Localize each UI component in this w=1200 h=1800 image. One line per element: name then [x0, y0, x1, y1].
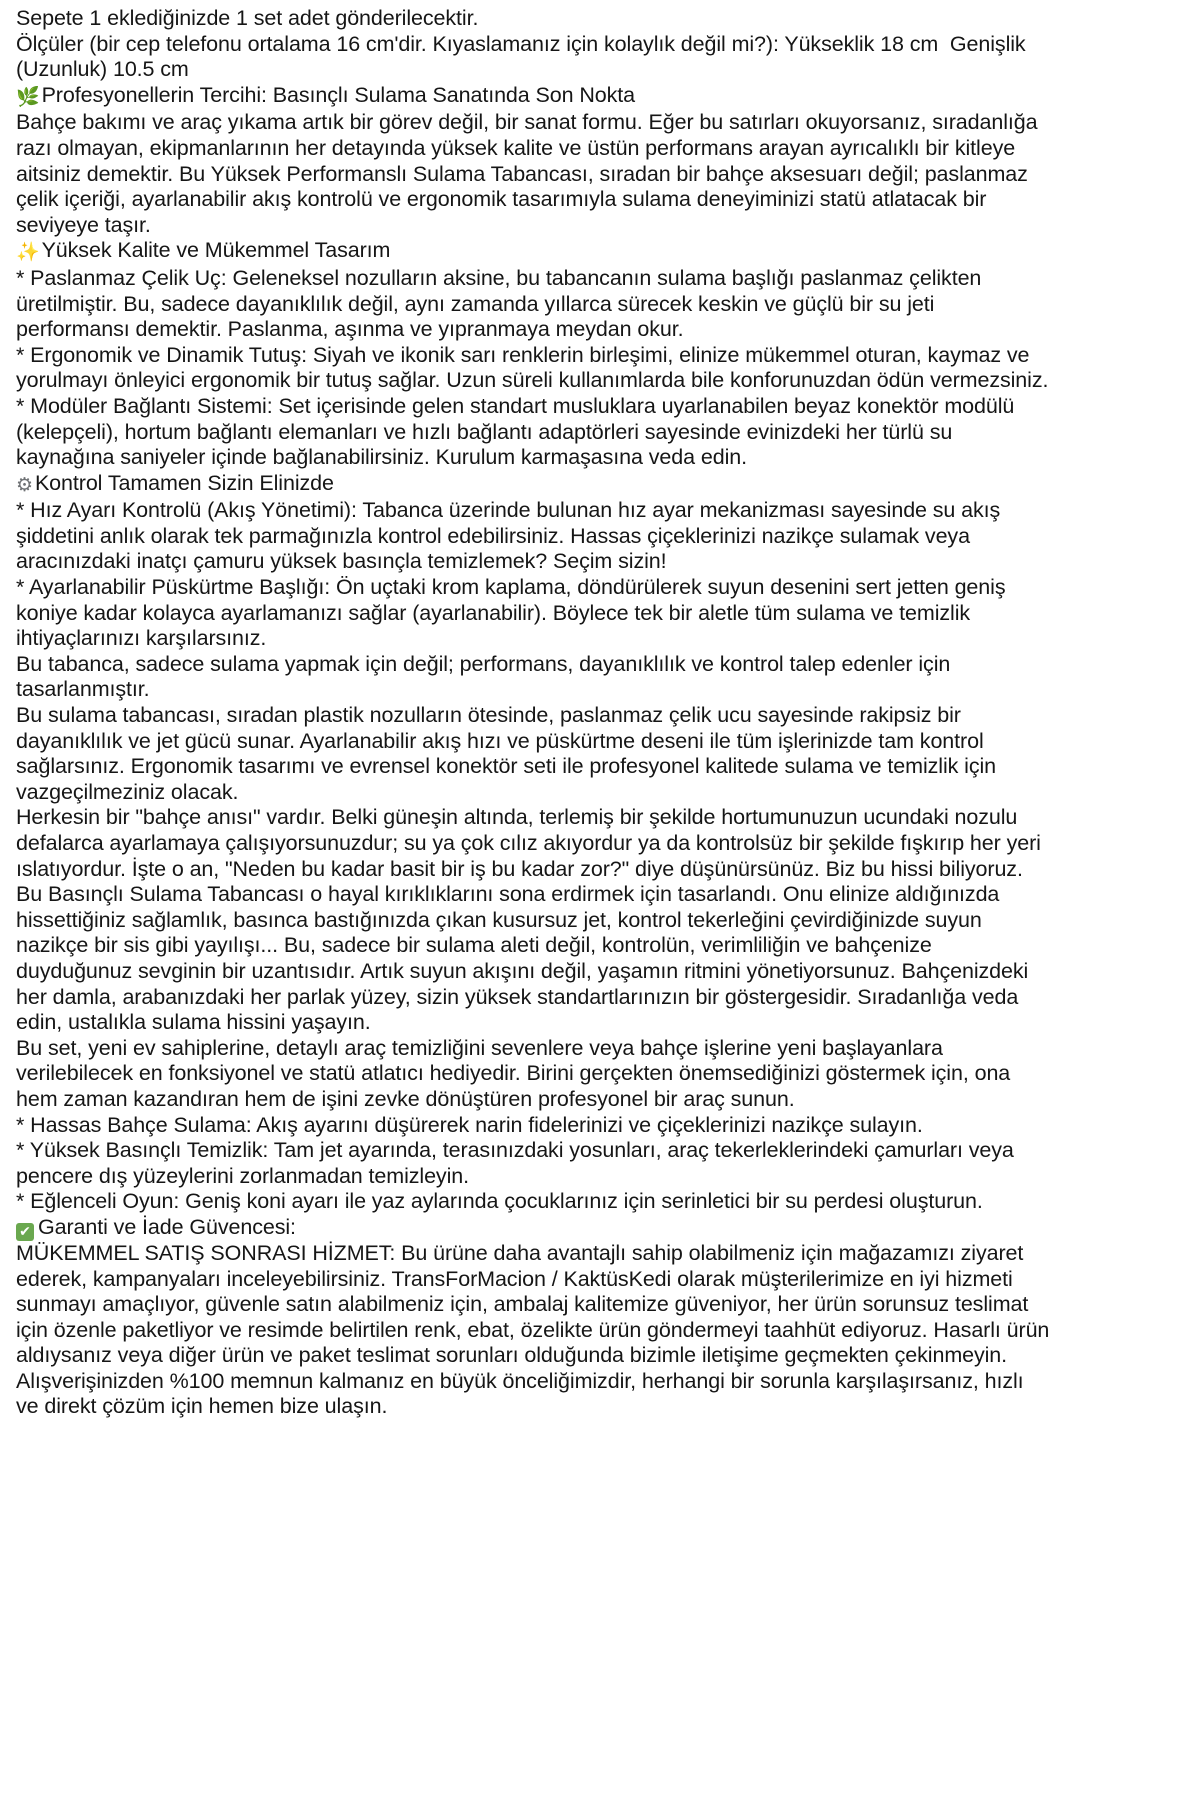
text-block-usecase_fun_play	[16, 1189, 1050, 1215]
text-block-feature_speed_control	[16, 498, 1050, 575]
text-block-content: Bu tabanca, sadece sulama yapmak için değil; performans, dayanıklılık ve kontrol talep edenler için tasarlanmıştır.	[16, 651, 957, 702]
text-block-heading_pro_choice	[16, 83, 1050, 111]
text-block-intro_paragraph	[16, 110, 1050, 238]
text-block-gift_paragraph	[16, 1036, 1050, 1113]
text-block-feature_stainless_tip	[16, 266, 1050, 343]
text-block-content: Yüksek Kalite ve Mükemmel Tasarım	[41, 238, 391, 263]
text-block-after_sales_paragraph	[16, 1240, 1056, 1420]
text-block-content: Ölçüler (bir cep telefonu ortalama 16 cm'dir. Kıyaslamanız için kolaylık değil mi?): Yükseklik 18 cm Genişlik (Uzunluk) 10.5 cm	[16, 31, 1032, 82]
text-block-content: * Eğlenceli Oyun: Geniş koni ayarı ile yaz aylarında çocuklarınız için serinletici bir su perdesi oluşturun.	[16, 1189, 983, 1214]
text-block-content: * Hassas Bahçe Sulama: Akış ayarını düşürerek narin fidelerinizi ve çiçeklerinizi nazikçe sulayın.	[16, 1112, 923, 1137]
text-block-content: MÜKEMMEL SATIŞ SONRASI HİZMET: Bu ürüne daha avantajlı sahip olabilmeniz için mağazamızı ziyaret ederek, kampanyaları inceleyebilirsiniz. TransForMacion / KaktüsKedi olarak müşterilerimize en iyi hizmeti sunmayı amaçlıyor, güvenle satın alabilmeniz için, ambalaj kalitemize güveniyor, her ürün sorunsuz teslimat için özenle paketliyor ve resimde belirtilen renk, ebat, özelikte ürün göndermeyi taahhüt ediyoruz. Hasarlı ürün aldıysanız veya diğer ürün ve paket teslimat sorunları olduğunda bizimle iletişime geçmekten çekinmeyin. Alışverişinizden %100 memnun kalmanız en büyük önceliğimizdir, herhangi bir sorunla karşılaşırsanız, hızlı ve direkt çözüm için hemen bize ulaşın.	[16, 1240, 1056, 1419]
text-block-heading_quality_design	[16, 238, 1050, 266]
text-block-content: Bu sulama tabancası, sıradan plastik nozulların ötesinde, paslanmaz çelik ucu sayesinde rakipsiz bir dayanıklılık ve jet gücü sunar. Ayarlanabilir akış hızı ve püskürtme deseni ile tüm işlerinizde tam kontrol sağlarsınız. Ergonomik tasarımı ve evrensel konektör seti ile profesyonel kalitede sulama ve temizlik için vazgeçilmeziniz olacak.	[16, 703, 1002, 804]
text-block-story_paragraph	[16, 805, 1050, 1035]
text-block-content: * Ergonomik ve Dinamik Tutuş: Siyah ve ikonik sarı renklerin birleşimi, elinize mükemmel oturan, kaymaz ve yorulmayı önleyici ergonomik bir tutuş sağlar. Uzun süreli kullanımlarda bile konforunuzdan ödün vermezsiniz.	[16, 342, 1049, 393]
text-block-content: Sepete 1 eklediğinizde 1 set adet gönderilecektir.	[16, 6, 479, 30]
gear-icon: ⚙	[16, 473, 33, 496]
text-block-usecase_gentle_watering	[16, 1113, 1050, 1139]
text-block-positioning_paragraph	[16, 652, 1050, 703]
text-block-content: * Ayarlanabilir Püskürtme Başlığı: Ön uçtaki krom kaplama, döndürülerek suyun desenini sert jetten geniş koniye kadar kolayca ayarlamanızı sağlar (ayarlanabilir). Böylece tek bir aletle tüm sulama ve temizlik ihtiyaçlarınızı karşılarsınız.	[16, 575, 1012, 651]
text-block-content: * Hız Ayarı Kontrolü (Akış Yönetimi): Tabanca üzerinde bulunan hız ayar mekanizması sayesinde su akış şiddetini anlık olarak tek parmağınızla kontrol edebilirsiniz. Hassas çiçeklerinizi nazikçe sulamak veya aracınızdaki inatçı çamuru yüksek basınçla temizlemek? Seçim sizin!	[16, 498, 1007, 574]
text-block-content: Herkesin bir "bahçe anısı" vardır. Belki güneşin altında, terlemiş bir şekilde hortumunuzun ucundaki nozulu defalarca ayarlamaya çalışıyorsunuzdur; su ya çok cılız akıyordur ya da kontrolsüz bir şekilde fışkırıp her yeri ıslatıyordur. İşte o an, "Neden bu kadar basit bir iş bu kadar zor?" diye düşünürsünüz. Biz bu hissi biliyoruz. Bu Basınçlı Sulama Tabancası o hayal kırıklıklarını sona erdirmek için tasarlandı. Onu elinize aldığınızda hissettiğiniz sağlamlık, basınca bastığınızda çıkan kusursuz jet, kontrol tekerleğini çevirdiğinizde suyun nazikçe bir sis gibi yayılışı... Bu, sadece bir sulama aleti değil, kontrolün, verimliliğin ve bahçenize duyduğunuz sevginin bir uzantısıdır. Artık suyun akışını değil, yaşamın ritmini yönetiyorsunuz. Bahçenizdeki her damla, arabanızdaki her parlak yüzey, sizin yüksek standartlarınızın bir göstergesidir. Sıradanlığa veda edin, ustalıkla sulama hissini yaşayın.	[16, 805, 1047, 1035]
text-block-feature_ergonomic_grip	[16, 343, 1050, 394]
text-block-content: * Paslanmaz Çelik Uç: Geleneksel nozulların aksine, bu tabancanın sulama başlığı paslanmaz çelikten üretilmiştir. Bu, sadece dayanıklılık değil, aynı zamanda yıllarca sürecek keskin ve güçlü bir su jeti performansı demektir. Paslanma, aşınma ve yıpranmaya meydan okur.	[16, 265, 988, 342]
check-mark-icon: ✔	[16, 1223, 34, 1241]
sparkles-icon: ✨	[16, 241, 40, 264]
text-block-content: Bu set, yeni ev sahiplerine, detaylı araç temizliğini sevenlere veya bahçe işlerine yeni başlayanlara verilebilecek en fonksiyonel ve statü atlatıcı hediyedir. Birini gerçekten önemsediğinizi göstermek için, ona hem zaman kazandıran hem de işini zevke dönüştüren profesyonel bir araç sunun.	[16, 1035, 1017, 1111]
text-block-content: * Yüksek Basınçlı Temizlik: Tam jet ayarında, terasınızdaki yosunları, araç tekerleklerindeki çamurları veya pencere dış yüzeylerini zorlanmadan temizleyin.	[16, 1138, 1020, 1188]
text-block-feature_modular_connector	[16, 394, 1050, 471]
text-block-content: Profesyonellerin Tercihi: Basınçlı Sulama Sanatında Son Nokta	[41, 82, 636, 107]
text-block-heading_control	[16, 471, 1050, 499]
text-block-content: * Modüler Bağlantı Sistemi: Set içerisinde gelen standart musluklara uyarlanabilen beyaz konektör modülü (kelepçeli), hortum bağlantı elemanları ve hızlı bağlantı adaptörleri sayesinde evinizdeki her türlü su kaynağına saniyeler içinde bağlanabilirsiniz. Kurulum karmaşasına veda edin.	[16, 393, 1021, 470]
text-block-heading_warranty	[16, 1215, 1050, 1241]
text-block-feature_adjustable_nozzle	[16, 575, 1050, 652]
text-block-content: Bahçe bakımı ve araç yıkama artık bir görev değil, bir sanat formu. Eğer bu satırları okuyorsanız, sıradanlığa razı olmayan, ekipmanlarının her detayında yüksek kalite ve üstün performans arayan ayrıcalıklı bir kitleye aitsiniz demektir. Bu Yüksek Performanslı Sulama Tabancası, sıradan bir bahçe aksesuarı değil; paslanmaz çelik içeriği, ayarlanabilir akış kontrolü ve ergonomik tasarımıyla sulama deneyiminizi statü atlatacak bir seviyeye taşır.	[16, 110, 1044, 237]
text-block-shipping_note	[16, 6, 1050, 32]
text-block-dimensions	[16, 32, 1050, 83]
text-block-usecase_high_pressure	[16, 1138, 1050, 1189]
text-block-content: Garanti ve İade Güvencesi:	[38, 1214, 296, 1239]
text-block-durability_paragraph	[16, 703, 1050, 805]
text-block-content: Kontrol Tamamen Sizin Elinizde	[34, 470, 334, 495]
herb-icon: 🌿	[16, 85, 40, 108]
